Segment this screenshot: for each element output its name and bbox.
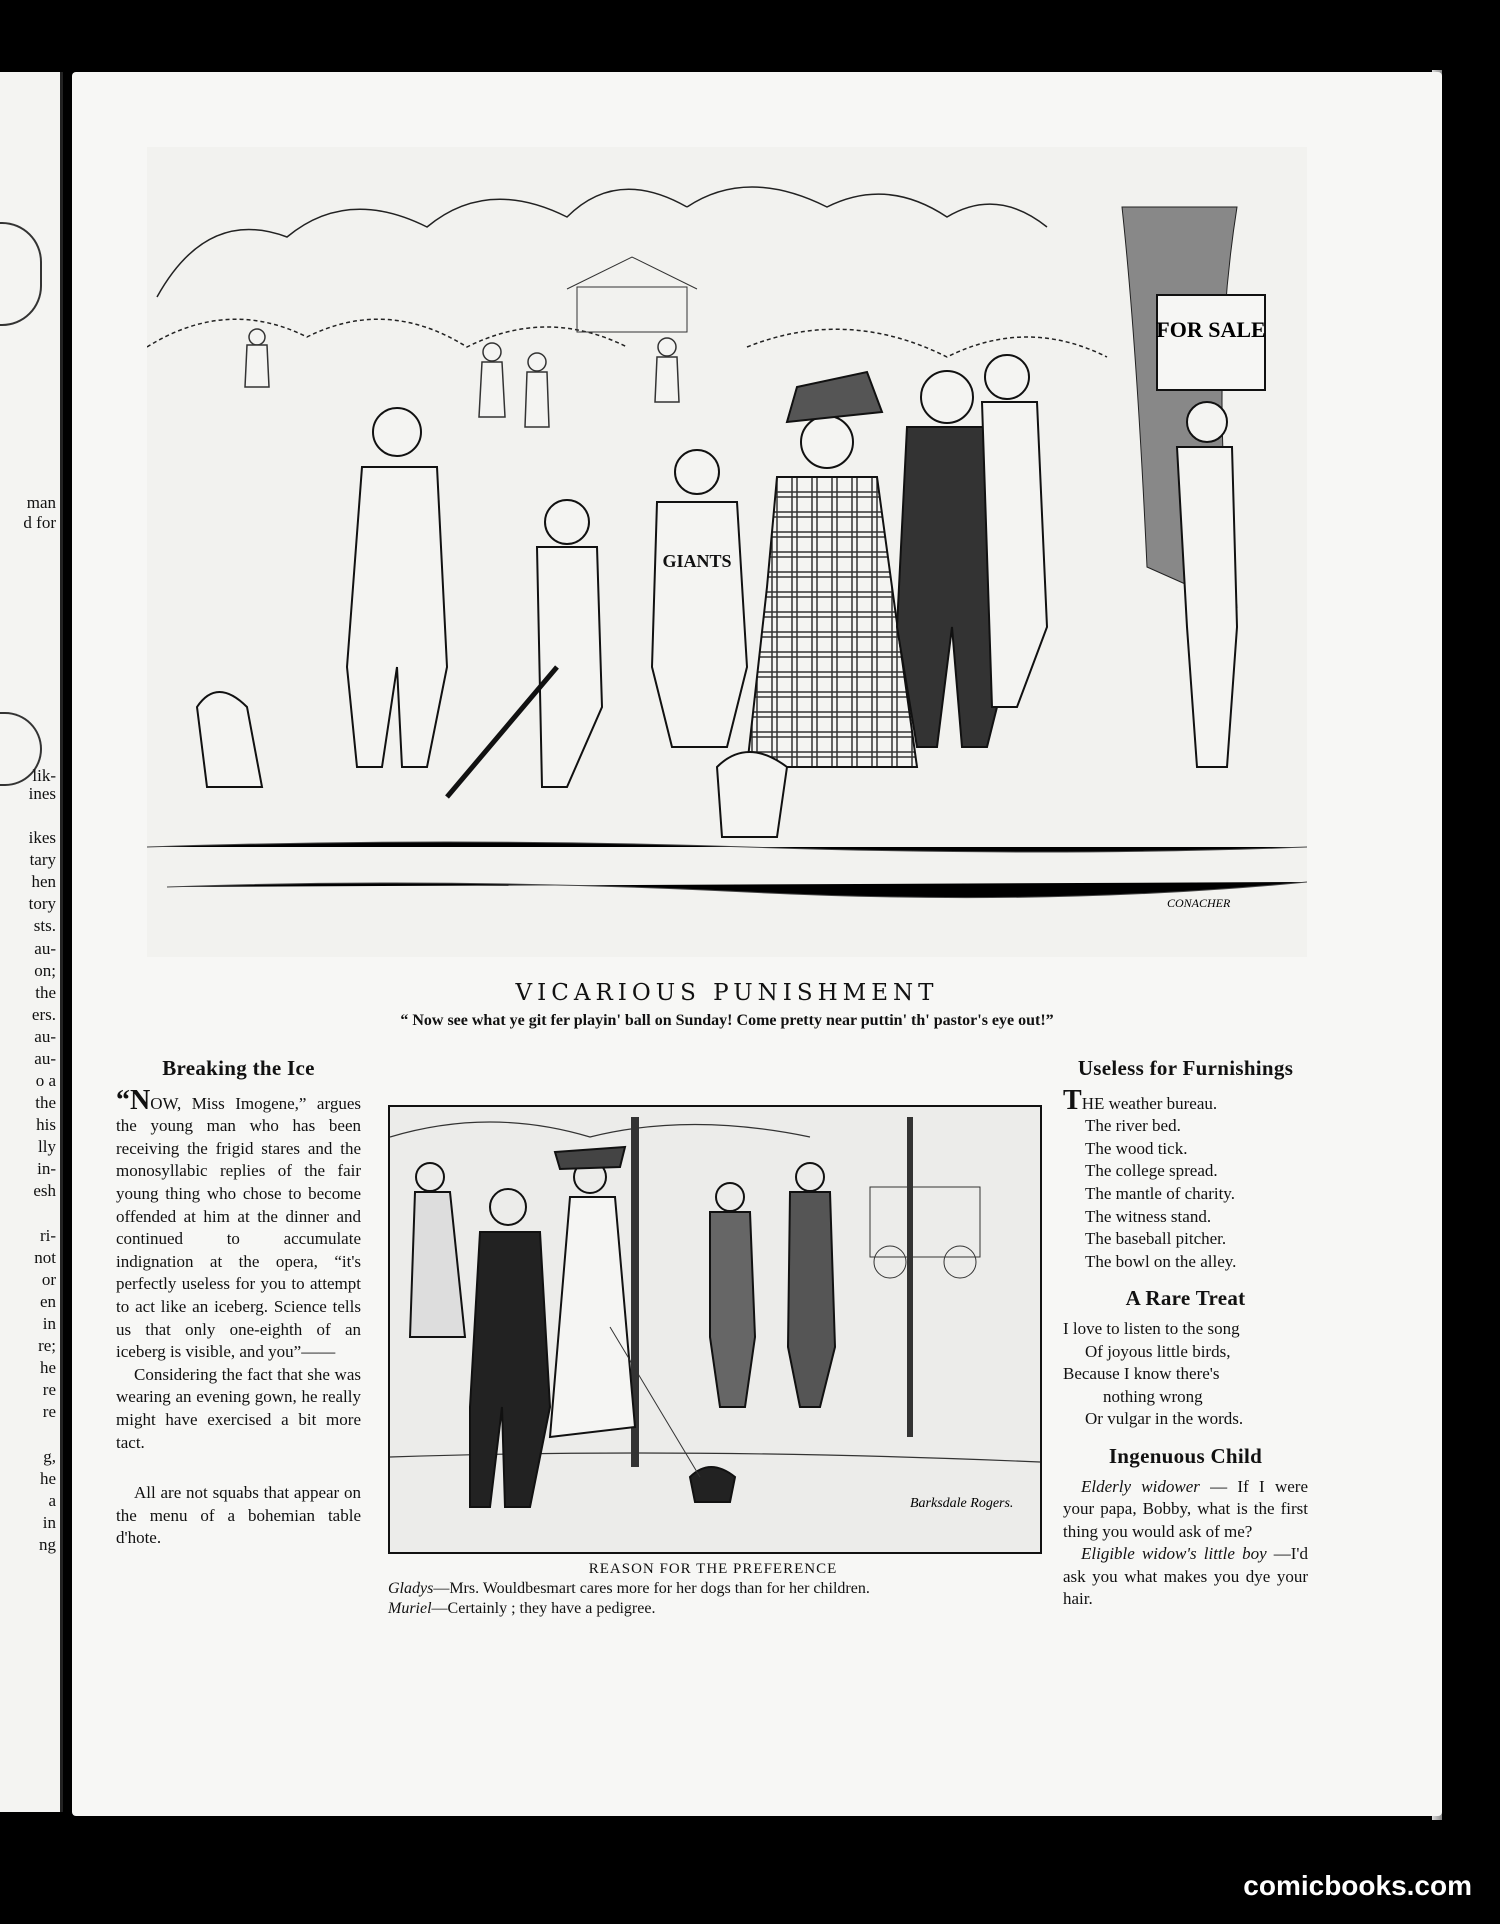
squabs-paragraph: All are not squabs that appear on the menu of a bohemian table d'hote.	[116, 1483, 361, 1548]
little-boy-line: —I'd ask you what makes you dye your hair.	[1063, 1544, 1308, 1609]
furnishings-line: The witness stand.	[1085, 1206, 1212, 1226]
previous-page-text-fragment: ng	[39, 1535, 56, 1554]
rare-treat-line: I love to listen to the song	[1063, 1318, 1240, 1338]
previous-page-text-fragment: the	[35, 1093, 56, 1112]
a-rare-treat-poem	[1063, 1318, 1308, 1431]
second-cartoon-signature: Barksdale Rogers.	[910, 1496, 1014, 1511]
breaking-the-ice-text: OW, Miss Imogene,” argues the young man who has been receiving the frigid stares and the monosyllabic replies of the fair young thing who chose to become offended at him at the dinner and continued to accumulate indignation at the opera, “it's perfectly useless for you to attempt to act like an iceberg. Science tells us that only one-eighth of an iceberg is visible, and you”——	[116, 1093, 361, 1362]
previous-page-text-fragment: in-	[37, 1159, 56, 1178]
previous-page-text-fragment: he	[39, 1469, 56, 1488]
previous-page-text-fragment: not	[34, 1248, 56, 1267]
breaking-the-ice-dropcap: “N	[116, 1084, 151, 1116]
previous-page-text-fragment: ri-	[39, 1226, 56, 1245]
previous-page-text-fragment: on;	[34, 961, 56, 980]
furnishings-line: The baseball pitcher.	[1085, 1229, 1227, 1249]
previous-page-text-fragment: he	[39, 1358, 56, 1377]
watermark: comicbooks.com	[1243, 1870, 1472, 1901]
previous-page-text-fragment: in	[42, 1513, 56, 1532]
previous-page-text-fragment: d for	[23, 513, 56, 532]
furnishings-line: The river bed.	[1085, 1116, 1181, 1136]
magazine-page	[72, 72, 1442, 1816]
muriel-line: —Certainly ; they have a pedigree.	[431, 1600, 656, 1617]
furnishings-line: The college spread.	[1085, 1161, 1218, 1181]
speaker-little-boy: Eligible widow's little boy	[1081, 1544, 1267, 1564]
previous-page-text-fragment: hen	[31, 872, 56, 891]
cartoon-caption: “ Now see what ye git fer playin' ball on Sunday! Come pretty near puttin' th' pastor's eye out!”	[400, 1012, 1054, 1029]
preference-line-gladys	[388, 1579, 1038, 1599]
ingenuous-child-heading: Ingenuous Child	[1108, 1443, 1263, 1468]
speaker-widower: Elderly widower	[1081, 1476, 1200, 1496]
previous-page-text-fragment: re;	[38, 1336, 56, 1355]
for-sale-sign-text: FOR SALE	[1156, 317, 1266, 342]
previous-page-text-fragment: tory	[28, 894, 56, 913]
preference-title: REASON FOR THE PREFERENCE	[588, 1561, 838, 1577]
right-column	[1063, 1057, 1308, 1611]
previous-page-text-fragment: in	[42, 1314, 56, 1333]
useless-for-furnishings-heading: Useless for Furnishings	[1077, 1056, 1294, 1080]
furnishings-line-text: HE weather bureau.	[1081, 1093, 1218, 1113]
previous-page-text-fragment: ikes	[28, 828, 56, 847]
previous-page-text-fragment: tary	[29, 850, 56, 869]
breaking-the-ice-followup: Considering the fact that she was wearing an evening gown, he really might have exercised a bit more tact.	[116, 1364, 361, 1452]
previous-page-text-fragment: a	[48, 1491, 56, 1510]
previous-page-text-fragment: g,	[43, 1447, 56, 1466]
a-rare-treat-heading: A Rare Treat	[1125, 1286, 1246, 1311]
previous-page-text-fragment: au-	[34, 1049, 56, 1068]
furnishings-line: The mantle of charity.	[1085, 1183, 1235, 1203]
previous-page-text-fragment: au-	[34, 1027, 56, 1046]
previous-page-text-fragment: o a	[35, 1071, 56, 1090]
left-column	[116, 1057, 361, 1550]
ingenuous-child-para-2	[1063, 1543, 1308, 1611]
previous-page-text-fragment: esh	[33, 1181, 56, 1200]
rare-treat-line: Of joyous little birds,	[1085, 1341, 1231, 1361]
furnishings-line	[1063, 1084, 1308, 1116]
previous-page-text-fragment: ines	[28, 784, 56, 803]
previous-page-text-fragment: his	[36, 1115, 56, 1134]
previous-page-text-fragment: lly	[38, 1137, 56, 1156]
giants-uniform-text: GIANTS	[662, 551, 732, 571]
previous-page-text-fragment: man	[26, 493, 56, 512]
baseball-cartoon-illustration	[147, 147, 1307, 957]
cartoon-signature: CONACHER	[1167, 896, 1231, 910]
previous-page-text-fragment: re	[42, 1402, 56, 1421]
gladys-line: —Mrs. Wouldbesmart cares more for her dogs than for her children.	[433, 1580, 870, 1597]
cartoon-title: VICARIOUS PUNISHMENT	[515, 980, 939, 1006]
rare-treat-line: nothing wrong	[1103, 1386, 1203, 1406]
preference-cartoon-illustration	[388, 1105, 1042, 1554]
rare-treat-line: Because I know there's	[1063, 1364, 1220, 1384]
widower-line: — If I were your papa, Bobby, what is the first thing you would ask of me?	[1063, 1476, 1308, 1541]
furnishings-line: The bowl on the alley.	[1085, 1251, 1237, 1271]
speaker-muriel: Muriel	[388, 1600, 432, 1617]
previous-page-text-fragment: sts.	[33, 916, 56, 935]
previous-page-text-fragment: or	[41, 1270, 56, 1289]
previous-page-text-fragment: the	[35, 983, 56, 1002]
breaking-the-ice-heading: Breaking the Ice	[162, 1056, 315, 1080]
furnishings-line: The wood tick.	[1085, 1138, 1188, 1158]
rare-treat-line: Or vulgar in the words.	[1085, 1409, 1244, 1429]
previous-page-text-fragment: au-	[34, 939, 56, 958]
previous-page-art	[0, 222, 42, 326]
previous-page-text-fragment: re	[42, 1380, 56, 1399]
useless-for-furnishings-list	[1063, 1084, 1308, 1274]
breaking-the-ice-body	[116, 1084, 361, 1364]
previous-page-text-fragment: lik-	[32, 766, 56, 785]
previous-page-text-fragment: en	[39, 1292, 56, 1311]
preference-caption	[388, 1559, 1038, 1619]
furnishings-dropcap: T	[1063, 1084, 1082, 1116]
previous-page-text-fragment: ers.	[31, 1005, 56, 1024]
ingenuous-child-para-1	[1063, 1476, 1308, 1544]
preference-line-muriel	[388, 1599, 1038, 1619]
speaker-gladys: Gladys	[388, 1580, 434, 1597]
previous-page-edge	[0, 72, 63, 1812]
